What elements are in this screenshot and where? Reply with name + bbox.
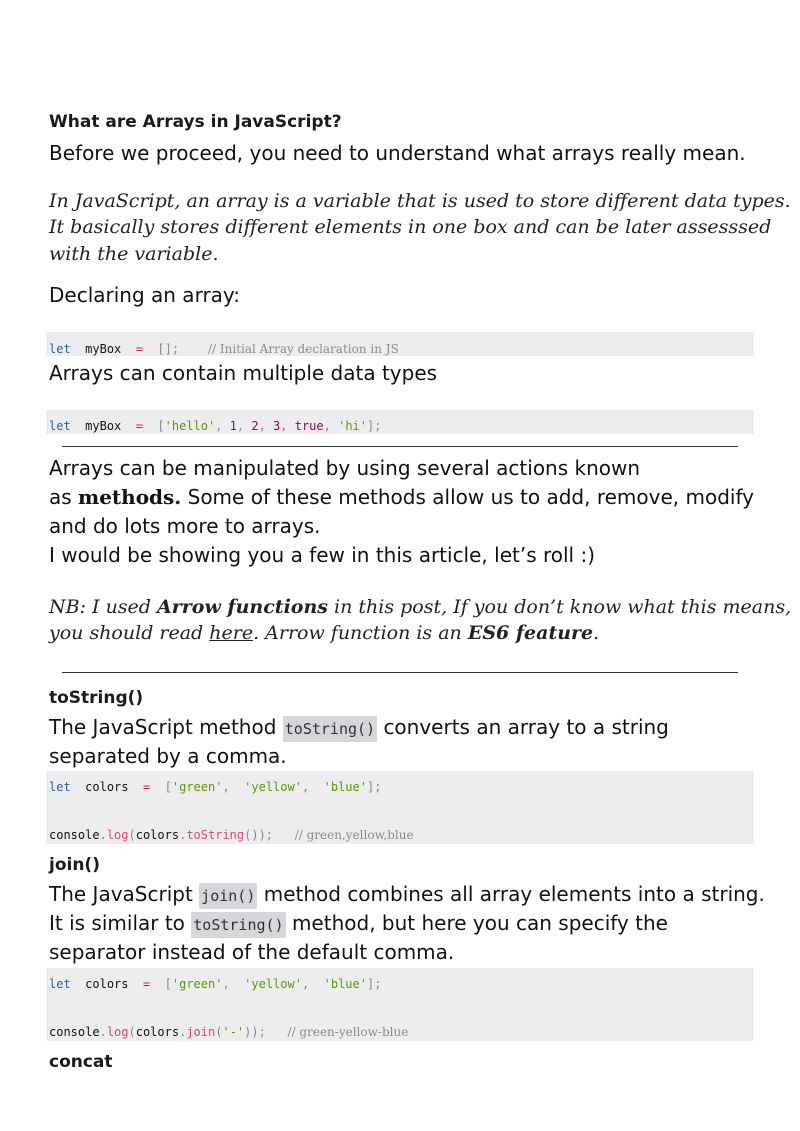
note-arrow-functions: Arrow functions	[157, 596, 328, 618]
note-text: NB: I used	[49, 596, 151, 618]
join-inline-code-tostring: toString()	[191, 912, 285, 938]
code-string: 'yellow'	[244, 780, 302, 794]
note-text: in this post, If you don’t know what this means,	[334, 596, 792, 618]
code-bracket: ];	[366, 977, 382, 991]
intro-text: Before we proceed, you need to understand what arrays really mean.	[49, 141, 746, 165]
code-string: 'green'	[171, 780, 223, 794]
join-text: The JavaScript	[49, 882, 193, 906]
code-identifier: colors	[85, 780, 129, 794]
code-keyword: let	[49, 780, 71, 794]
code-comment: // green-yellow-blue	[287, 1025, 409, 1039]
code-string: 'hi'	[338, 419, 367, 433]
code-function: toString	[186, 828, 245, 842]
code-function: join	[186, 1025, 216, 1039]
tostring-text: The JavaScript method	[49, 715, 277, 739]
code-operator: =	[135, 342, 143, 356]
note-text: . Arrow function is an	[253, 622, 462, 644]
code-boolean: true	[294, 419, 324, 433]
code-keyword: let	[49, 977, 71, 991]
methods-text: Some of these methods allow us to add, remove, modify	[187, 485, 754, 509]
code-string: '-'	[222, 1025, 245, 1039]
note-here-link[interactable]: here	[209, 622, 254, 644]
methods-line-2	[49, 483, 754, 512]
code-number: 3	[273, 419, 281, 433]
code-bracket: [	[164, 977, 172, 991]
code-string: 'blue'	[323, 977, 367, 991]
code-string: 'hello'	[164, 419, 216, 433]
heading-arrays: What are Arrays in JavaScript?	[49, 112, 342, 132]
methods-line-3: and do lots more to arrays.	[49, 514, 321, 538]
declaring-label: Declaring an array:	[49, 283, 241, 307]
join-line-2	[49, 909, 668, 940]
code-operator: =	[142, 977, 151, 991]
join-line-3: separator instead of the default comma.	[49, 940, 455, 964]
definition-line-2: It basically stores different elements in one box and can be later assesssed	[49, 216, 772, 238]
code-comment: // Initial Array declaration in JS	[208, 342, 399, 356]
divider	[62, 672, 738, 673]
code-comment: // green,yellow,blue	[294, 828, 414, 842]
join-line-1	[49, 880, 765, 911]
code-identifier: colors	[135, 828, 180, 842]
code-line-tostring-decl: let colors = ['green', 'yellow', 'blue'];	[49, 780, 382, 794]
code-function: log	[106, 1025, 129, 1039]
code-function: log	[106, 828, 129, 842]
code-operator: =	[142, 780, 151, 794]
definition-line-1: In JavaScript, an array is a variable that is used to store different data types.	[49, 190, 791, 212]
code-string: 'yellow'	[244, 977, 302, 991]
tostring-inline-code: toString()	[283, 716, 377, 742]
code-identifier: console	[49, 1025, 100, 1039]
code-line-declare	[49, 342, 399, 356]
tostring-text: converts an array to a string	[383, 715, 669, 739]
concat-heading: concat	[49, 1052, 113, 1072]
join-text: It is similar to	[49, 911, 185, 935]
code-bracket: ());	[244, 828, 274, 842]
code-value: [];	[157, 342, 180, 356]
tostring-line-2: separated by a comma.	[49, 744, 287, 768]
code-operator: =	[135, 419, 143, 433]
methods-line-4: I would be showing you a few in this article, let’s roll :)	[49, 543, 596, 567]
note-line-2	[49, 620, 599, 647]
code-identifier: console	[49, 828, 100, 842]
code-keyword: let	[49, 342, 71, 356]
code-bracket: ];	[366, 780, 382, 794]
code-bracket: ));	[244, 1025, 266, 1039]
join-text: method, but here you can specify the	[291, 911, 668, 935]
code-line-mixed: let myBox = ['hello', 1, 2, 3, true, 'hi'];	[49, 419, 382, 433]
join-text: method combines all array elements into a string.	[263, 882, 765, 906]
tostring-line-1	[49, 713, 669, 744]
code-keyword: let	[49, 419, 71, 433]
methods-line-1: Arrays can be manipulated by using several actions known	[49, 456, 641, 480]
code-line-join-call: console.log(colors.join('-')); // green-yellow-blue	[49, 1025, 409, 1039]
code-bracket: [	[157, 419, 165, 433]
code-string: 'blue'	[323, 780, 367, 794]
methods-text: as	[49, 485, 72, 509]
code-identifier: myBox	[85, 419, 122, 433]
code-identifier: colors	[85, 977, 129, 991]
note-line-1	[49, 594, 791, 621]
code-bracket: ];	[367, 419, 382, 433]
code-number: 1	[229, 419, 237, 433]
code-identifier: myBox	[85, 342, 122, 356]
definition-line-3: with the variable.	[49, 243, 219, 265]
join-heading: join()	[49, 855, 100, 875]
code-string: 'green'	[171, 977, 223, 991]
code-identifier: colors	[135, 1025, 180, 1039]
divider	[62, 446, 738, 447]
note-es6-feature: ES6 feature	[467, 622, 594, 644]
note-text: .	[593, 622, 600, 644]
methods-keyword: methods.	[78, 485, 182, 509]
code-bracket: [	[164, 780, 172, 794]
multi-types-text: Arrays can contain multiple data types	[49, 361, 438, 385]
tostring-heading: toString()	[49, 688, 144, 708]
join-inline-code: join()	[199, 883, 257, 909]
note-text: you should read	[49, 622, 204, 644]
code-line-tostring-call: console.log(colors.toString()); // green,yellow,blue	[49, 828, 414, 842]
code-number: 2	[251, 419, 259, 433]
code-line-join-decl: let colors = ['green', 'yellow', 'blue'];	[49, 977, 382, 991]
